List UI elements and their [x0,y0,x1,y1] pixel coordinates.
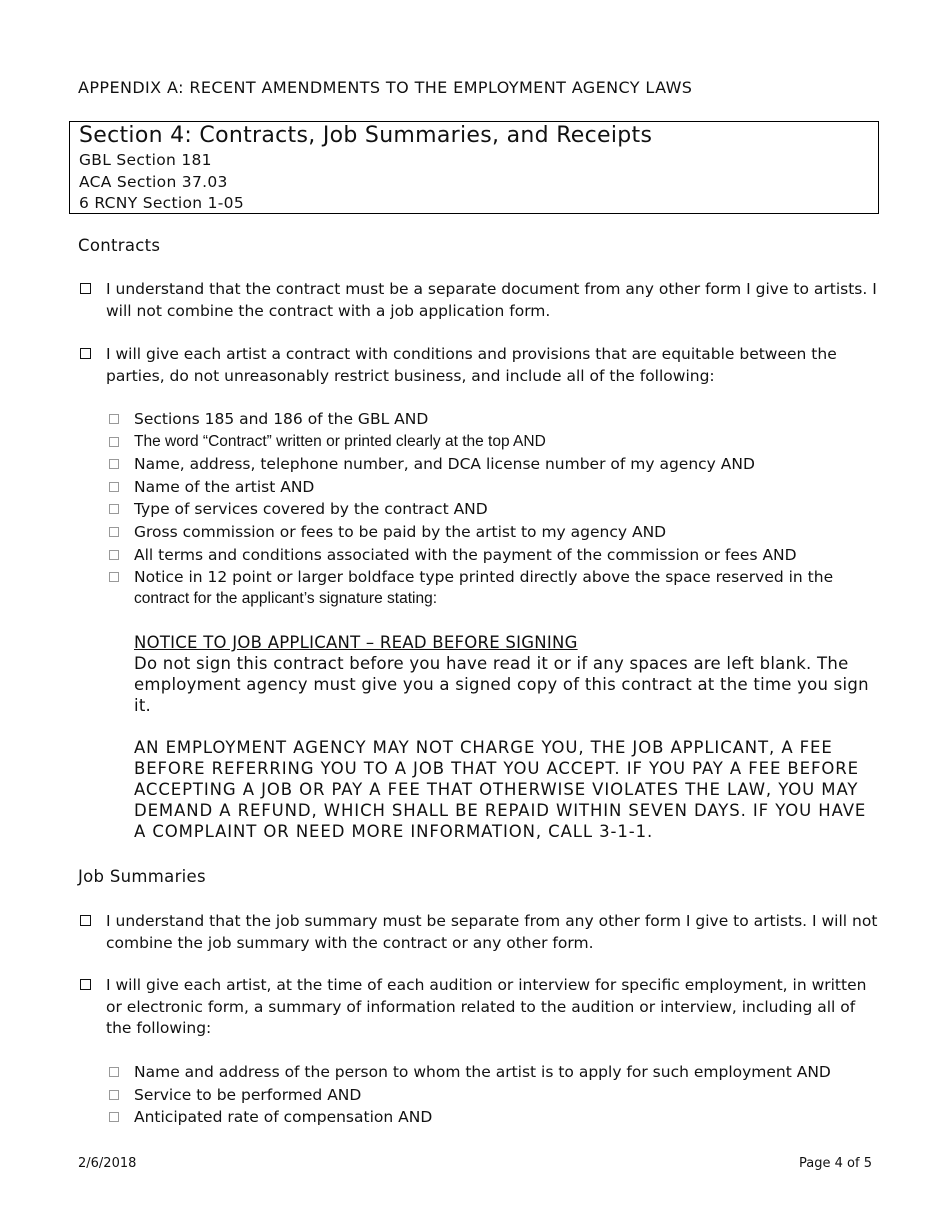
list-item: Sections 185 and 186 of the GBL AND [108,408,878,431]
contracts-checkbox-item-2 [78,344,878,387]
section-ref-rcny: 6 RCNY Section 1-05 [79,194,244,212]
checkbox[interactable] [109,1067,119,1077]
contracts-checkbox-item-1 [78,279,878,322]
job-summaries-heading: Job Summaries [78,867,206,886]
appendix-header: APPENDIX A: RECENT AMENDMENTS TO THE EMPLOYMENT AGENCY LAWS [78,78,693,97]
notice-title: NOTICE TO JOB APPLICANT – READ BEFORE SIGNING [134,633,578,652]
notice-body: Do not sign this contract before you have read it or if any spaces are left blank. The employment agency must give you a signed copy of this contract at the time you sign it. [134,654,869,715]
list-item: All terms and conditions associated with the payment of the commission or fees AND [108,544,878,567]
checkbox[interactable] [109,1112,119,1122]
checkbox[interactable] [109,572,119,582]
contracts-heading: Contracts [78,236,161,255]
checkbox[interactable] [80,348,91,359]
checkbox[interactable] [109,437,119,447]
section-ref-gbl: GBL Section 181 [79,151,212,169]
list-item: Gross commission or fees to be paid by the artist to my agency AND [108,521,878,544]
job-summary-requirements-list [108,1061,878,1129]
list-item-continued: contract for the applicant’s signature stating: [134,589,437,607]
footer-page-number: Page 4 of 5 [799,1156,872,1171]
checkbox-label: I will give each artist a contract with conditions and provisions that are equitable between the parties, do not unreasonably restrict business, and include all of the following: [106,345,837,385]
notice-to-job-applicant [134,632,874,842]
checkbox-label: I will give each artist, at the time of each audition or interview for specific employment, in written or electronic form, a summary of information related to the audition or interview, including all of the following: [106,976,867,1037]
job-summaries-checkbox-item-2 [78,975,878,1040]
list-item: Name and address of the person to whom the artist is to apply for such employment AND [108,1061,878,1084]
section-title: Section 4: Contracts, Job Summaries, and Receipts [79,123,653,148]
checkbox[interactable] [109,1090,119,1100]
job-summaries-checkbox-item-1 [78,911,878,954]
list-item: Anticipated rate of compensation AND [108,1106,878,1129]
contracts-requirements-list [108,408,878,608]
checkbox-label: I understand that the job summary must be separate from any other form I give to artists. I will not combine the job summary with the contract or any other form. [106,912,878,952]
list-item: The word “Contract” written or printed clearly at the top AND [108,431,878,454]
checkbox[interactable] [80,915,91,926]
list-item: Name of the artist AND [108,476,878,499]
checkbox[interactable] [80,283,91,294]
checkbox[interactable] [80,979,91,990]
checkbox[interactable] [109,482,119,492]
section-ref-aca: ACA Section 37.03 [79,172,228,191]
list-item: Name, address, telephone number, and DCA license number of my agency AND [108,453,878,476]
footer-date: 2/6/2018 [78,1156,137,1171]
section-box [69,121,879,214]
list-item: Notice in 12 point or larger boldface type printed directly above the space reserved in the [108,566,878,589]
checkbox[interactable] [109,550,119,560]
checkbox[interactable] [109,459,119,469]
checkbox[interactable] [109,527,119,537]
notice-caps-warning: AN EMPLOYMENT AGENCY MAY NOT CHARGE YOU, THE JOB APPLICANT, A FEE BEFORE REFERRING YOU TO A JOB THAT YOU ACCEPT. IF YOU PAY A FEE BEFORE ACCEPTING A JOB OR PAY A FEE THAT OTHERWISE VIOLATES THE LAW, YOU MAY DEMAND A REFUND, WHICH SHALL BE REPAID WITHIN SEVEN DAYS. IF YOU HAVE A COMPLAINT OR NEED MORE INFORMATION, CALL 3-1-1. [134,738,867,841]
checkbox[interactable] [109,504,119,514]
list-item: Type of services covered by the contract AND [108,498,878,521]
checkbox[interactable] [109,414,119,424]
list-item: Service to be performed AND [108,1084,878,1107]
checkbox-label: I understand that the contract must be a separate document from any other form I give to artists. I will not combine the contract with a job application form. [106,280,877,320]
